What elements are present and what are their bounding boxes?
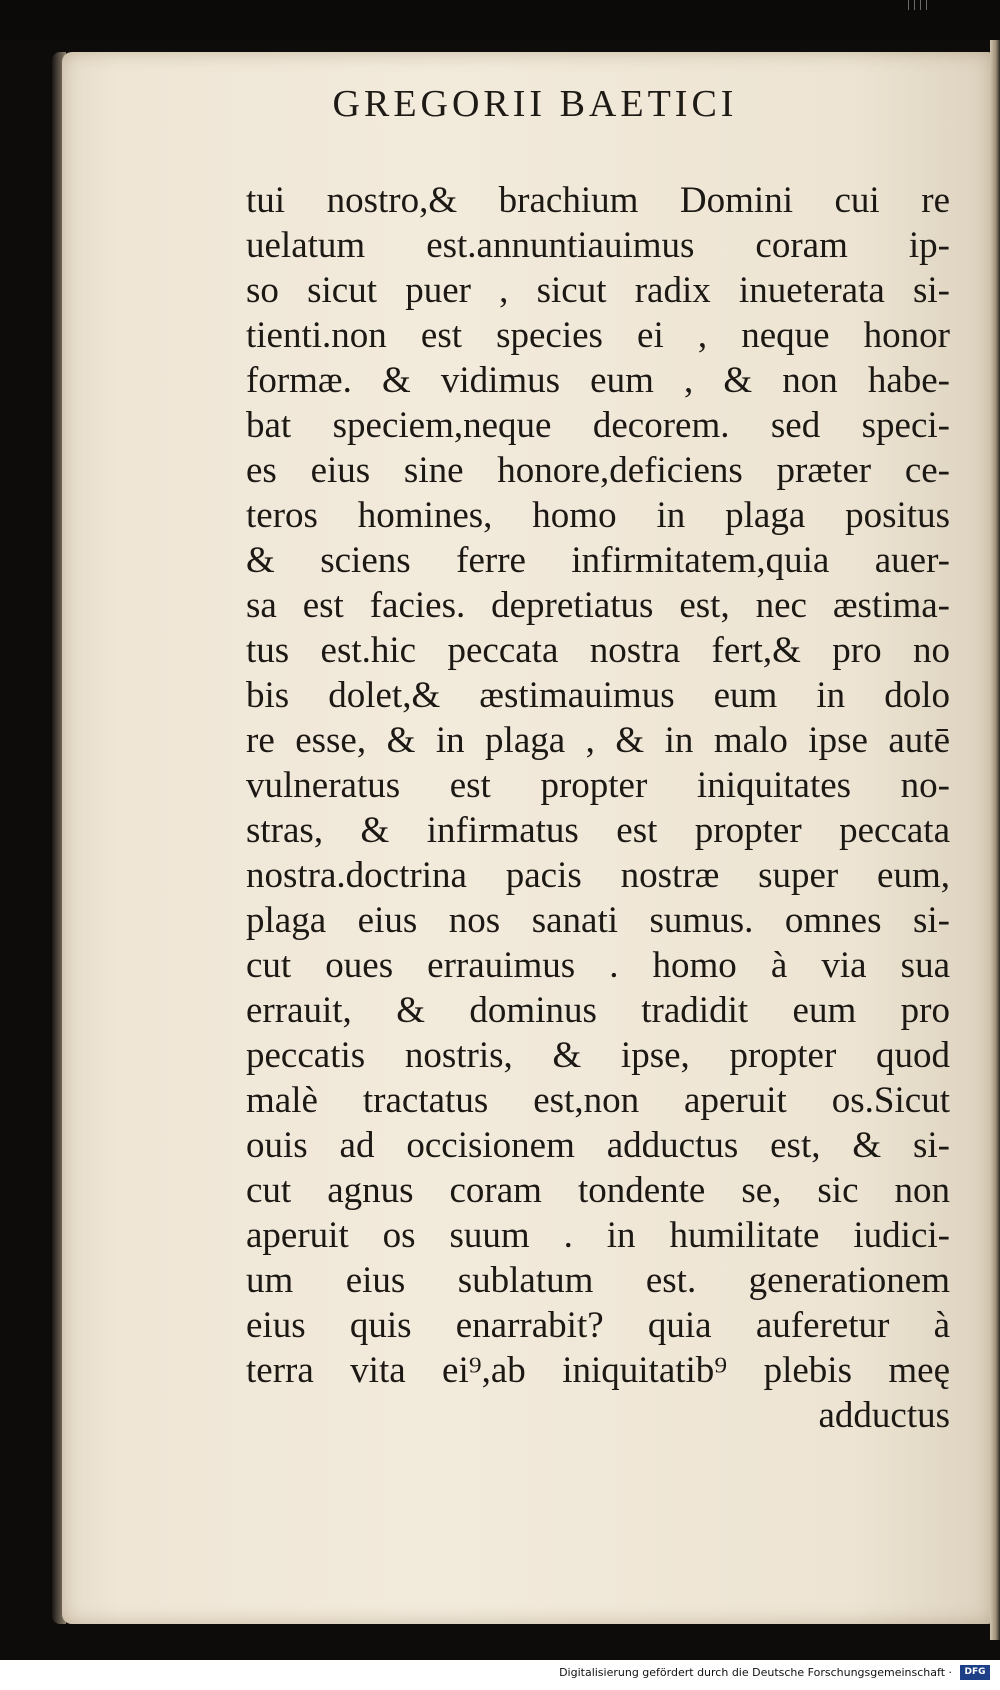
scale-tick — [914, 0, 915, 10]
text-line: uelatum est.annuntiauimus coram ip- — [246, 225, 950, 266]
text-line: eius quis enarrabit? quia auferetur à — [246, 1305, 950, 1346]
text-line: stras, & infirmatus est propter peccata — [246, 810, 950, 851]
digitization-footer — [0, 1660, 1000, 1690]
text-line: cut agnus coram tondente se, sic non — [246, 1170, 950, 1211]
text-line: teros homines, homo in plaga positus — [246, 495, 950, 536]
text-line: peccatis nostris, & ipse, propter quod — [246, 1035, 950, 1076]
text-line: bat speciem,neque decorem. sed speci- — [246, 405, 950, 446]
text-line: tus est.hic peccata nostra fert,& pro no — [246, 630, 950, 671]
text-line: terra vita ei⁹,ab iniquitatib⁹ plebis meę — [246, 1350, 950, 1391]
text-line: aperuit os suum . in humilitate iudici- — [246, 1215, 950, 1256]
text-line: malè tractatus est,non aperuit os.Sicut — [246, 1080, 950, 1121]
text-line: ouis ad occisionem adductus est, & si- — [246, 1125, 950, 1166]
dfg-logo-icon: DFG — [960, 1665, 990, 1680]
text-line: es eius sine honore,deficiens præter ce- — [246, 450, 950, 491]
text-line: vulneratus est propter iniquitates no- — [246, 765, 950, 806]
text-line: errauit, & dominus tradidit eum pro — [246, 990, 950, 1031]
text-line: bis dolet,& æstimauimus eum in dolo — [246, 675, 950, 716]
text-line: um eius sublatum est. generationem — [246, 1260, 950, 1301]
text-line: re esse, & in plaga , & in malo ipse autē — [246, 720, 950, 761]
catchword: adductus — [818, 1395, 950, 1436]
text-line: so sicut puer , sicut radix inueterata si- — [246, 270, 950, 311]
text-line: tui nostro,& brachium Domini cui re — [246, 180, 950, 221]
text-line: & sciens ferre infirmitatem,quia auer- — [246, 540, 950, 581]
scale-tick — [920, 0, 921, 10]
page-edge — [990, 40, 1000, 1640]
footer-credit: Digitalisierung gefördert durch die Deutsche Forschungsgemeinschaft · — [559, 1666, 952, 1679]
text-line: sa est facies. depretiatus est, nec æstima- — [246, 585, 950, 626]
main-text — [246, 178, 950, 1438]
text-line: nostra.doctrina pacis nostræ super eum, — [246, 855, 950, 896]
scale-tick — [926, 0, 927, 10]
text-line: formæ. & vidimus eum , & non habe- — [246, 360, 950, 401]
text-line: plaga eius nos sanati sumus. omnes si- — [246, 900, 950, 941]
text-line: tienti.non est species ei , neque honor — [246, 315, 950, 356]
scan-top-border — [0, 0, 1000, 40]
running-head: GREGORII BAETICI — [332, 83, 738, 125]
scale-tick — [908, 0, 909, 10]
text-line: cut oues errauimus . homo à via sua — [246, 945, 950, 986]
